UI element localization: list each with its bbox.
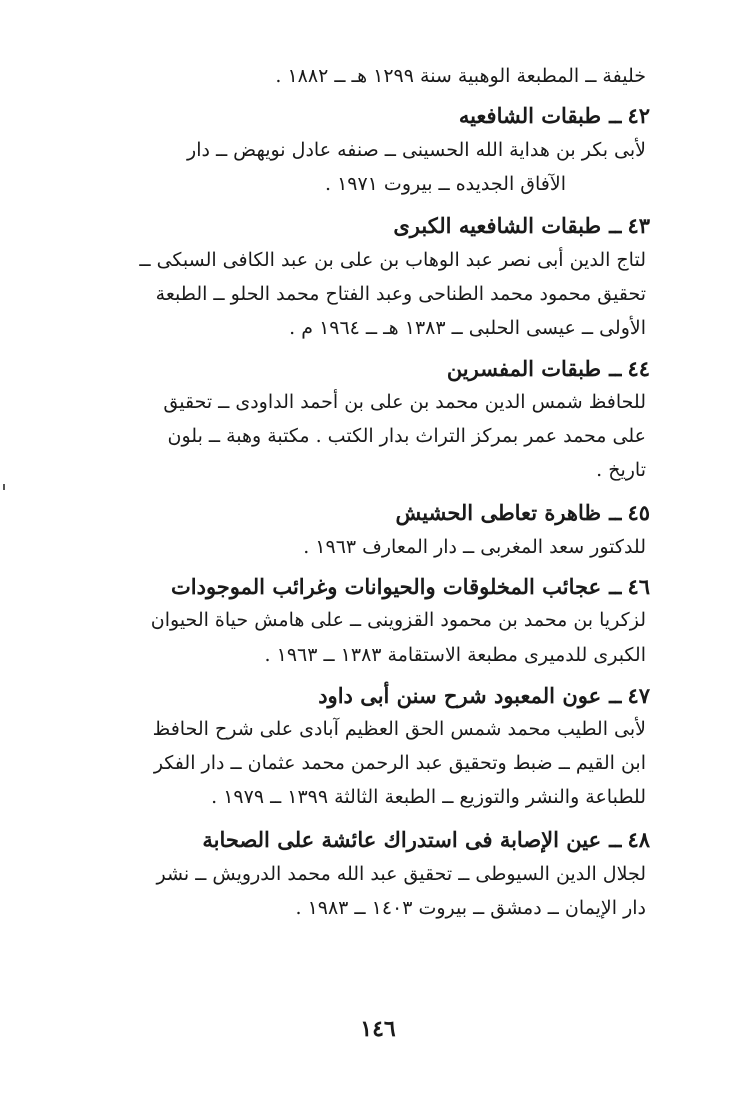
entry-dash: ــ — [609, 683, 622, 708]
entry-body-line: ابن القيم ــ ضبط وتحقيق عبد الرحمن محمد عثمان ــ دار الفكر — [153, 752, 646, 774]
entry-body-line: للدكتور سعد المغربى ــ دار المعارف ١٩٦٣ . — [303, 536, 646, 558]
entry-body-line: دار الإيمان ــ دمشق ــ بيروت ١٤٠٣ ــ ١٩٨٣ . — [295, 897, 646, 919]
entry-heading — [90, 827, 650, 853]
entry-title: عون المعبود شرح سنن أبى داود — [318, 683, 602, 708]
entry-number: ٤٢ — [627, 103, 650, 128]
entry-body-line: لزكريا بن محمد بن محمود القزوينى ــ على هامش حياة الحيوان — [150, 609, 646, 631]
entry-body-line: لأبى الطيب محمد شمس الحق العظيم آبادى على شرح الحافظ — [152, 718, 646, 740]
entry-body-line: لأبى بكر بن هداية الله الحسينى ــ صنفه عادل نويهض ــ دار — [187, 139, 646, 161]
entry-title: طبقات الشافعيه الكبرى — [393, 213, 602, 238]
entry-number: ٤٤ — [627, 356, 650, 381]
entry-number: ٤٣ — [627, 213, 650, 238]
scan-edge-mark — [3, 484, 5, 490]
continued-reference-line: خليفة ــ المطبعة الوهبية سنة ١٢٩٩ هـ ــ ١٨٨٢ . — [275, 65, 646, 87]
entry-number: ٤٧ — [627, 683, 650, 708]
entry-title: عين الإصابة فى استدراك عائشة على الصحابة — [202, 827, 602, 852]
entry-number: ٤٦ — [627, 574, 650, 599]
entry-body-line: تحقيق محمود محمد الطناحى وعبد الفتاح محمد الحلو ــ الطبعة — [155, 283, 646, 305]
entry-heading — [90, 574, 650, 600]
entry-title: طبقات الشافعيه — [458, 103, 602, 128]
entry-body-line: للطباعة والنشر والتوزيع ــ الطبعة الثالثة ١٣٩٩ ــ ١٩٧٩ . — [211, 786, 646, 808]
entry-body-line: الآفاق الجديده ــ بيروت ١٩٧١ . — [324, 173, 566, 195]
entry-body-line: الأولى ــ عيسى الحلبى ــ ١٣٨٣ هـ ــ ١٩٦٤ م . — [289, 317, 646, 339]
entry-dash: ــ — [609, 213, 622, 238]
entry-title: ظاهرة تعاطى الحشيش — [395, 500, 602, 525]
page-number: ١٤٦ — [360, 1016, 396, 1042]
entry-heading — [90, 213, 650, 239]
entry-dash: ــ — [609, 574, 622, 599]
entry-number: ٤٨ — [627, 827, 650, 852]
entry-heading — [90, 356, 650, 382]
entry-dash: ــ — [609, 827, 622, 852]
entry-dash: ــ — [609, 103, 622, 128]
entry-body-line: الكبرى للدميرى مطبعة الاستقامة ١٣٨٣ ــ ١٩٦٣ . — [264, 644, 646, 666]
entry-body-line: على محمد عمر بمركز التراث بدار الكتب . مكتبة وهبة ــ بلون — [167, 425, 646, 447]
entry-heading — [90, 683, 650, 709]
entry-title: طبقات المفسرين — [446, 356, 602, 381]
entry-dash: ــ — [609, 356, 622, 381]
entry-body-line: تاريخ . — [596, 459, 646, 481]
entry-heading — [90, 500, 650, 526]
entry-title: عجائب المخلوقات والحيوانات وغرائب الموجودات — [171, 574, 602, 599]
entry-body-line: للحافظ شمس الدين محمد بن على بن أحمد الداودى ــ تحقيق — [163, 391, 646, 413]
entry-dash: ــ — [609, 500, 622, 525]
entry-body-line: لتاج الدين أبى نصر عبد الوهاب بن على بن عبد الكافى السبكى ــ — [139, 249, 646, 271]
entry-body-line: لجلال الدين السيوطى ــ تحقيق عبد الله محمد الدرويش ــ نشر — [156, 863, 646, 885]
entry-number: ٤٥ — [627, 500, 650, 525]
entry-heading — [90, 103, 650, 129]
